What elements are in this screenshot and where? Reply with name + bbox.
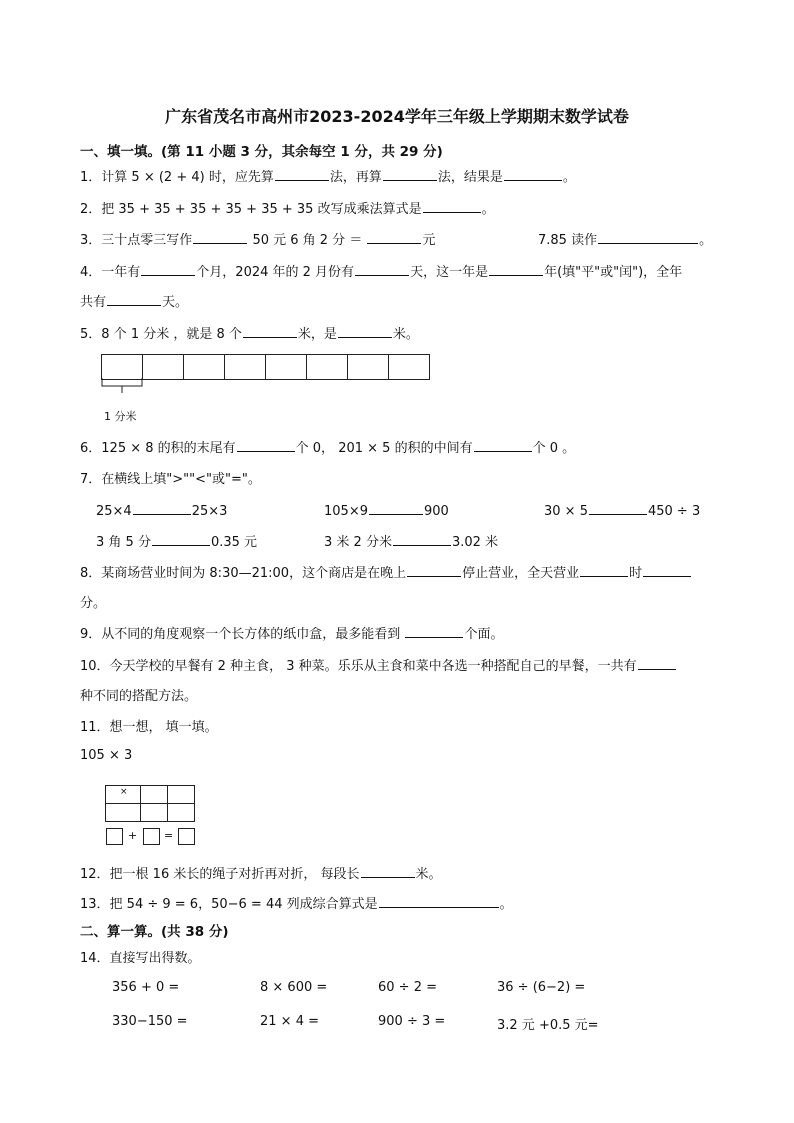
question-text: 共有 [80, 295, 107, 310]
answer-blank[interactable] [474, 437, 532, 452]
answer-blank[interactable] [361, 863, 415, 878]
question-text: 在横线上填">""<"或"="。 [101, 472, 261, 487]
answer-blank[interactable] [141, 261, 195, 276]
question-text: 。 [481, 202, 495, 217]
question-text: 个月，2024 年的 2 月份有 [196, 265, 355, 280]
grid-cell[interactable] [140, 785, 168, 804]
question-9 [80, 623, 503, 642]
answer-blank[interactable] [338, 323, 392, 338]
calc-item: 330−150 = [112, 1014, 188, 1029]
question-text: 直接写出得数。 [109, 951, 201, 966]
question-number: 7． [80, 472, 102, 487]
ruler-segment [306, 354, 348, 380]
question-text: 把 54 ÷ 9 = 6，50−6 = 44 列成综合算式是 [109, 897, 378, 912]
ruler-segment [142, 354, 184, 380]
ruler-segment [388, 354, 430, 380]
question-number: 6． [80, 441, 102, 456]
section-1-heading: 一、填一填。(第 11 小题 3 分，其余每空 1 分，共 29 分) [80, 144, 443, 160]
answer-blank[interactable] [367, 229, 421, 244]
q11-expression: 105 × 3 [80, 748, 133, 763]
question-8-line-2: 分。 [80, 596, 107, 611]
answer-blank[interactable] [237, 437, 295, 452]
answer-blank[interactable] [598, 229, 698, 244]
compare-item [96, 531, 257, 550]
question-12 [80, 863, 442, 882]
ruler-label: 1 分米 [104, 410, 137, 423]
question-4 [80, 261, 682, 280]
question-3-part-2 [538, 229, 712, 248]
ruler-segment [265, 354, 307, 380]
question-14 [80, 947, 201, 966]
answer-blank[interactable] [243, 323, 297, 338]
question-text: 8 个 1 分米 ，就是 8 个 [101, 327, 242, 342]
grid-cell[interactable] [167, 785, 195, 804]
compare-left: 3 米 2 分米 [324, 535, 392, 550]
question-text: 125 × 8 的积的末尾有 [101, 441, 236, 456]
question-text: 元 [422, 233, 436, 248]
ruler-segment [101, 354, 143, 380]
ruler-bracket [100, 378, 144, 394]
section-2-heading: 二、算一算。(共 38 分) [80, 924, 229, 940]
question-text: 米，是 [297, 327, 337, 342]
question-10-line-2: 种不同的搭配方法。 [80, 689, 198, 704]
answer-blank[interactable] [407, 562, 461, 577]
compare-right: 3.02 米 [451, 535, 499, 550]
answer-box[interactable] [178, 828, 195, 845]
answer-blank[interactable] [589, 500, 647, 515]
question-text: 法，再算 [329, 170, 382, 185]
answer-blank[interactable] [152, 531, 210, 546]
question-number: 8． [80, 566, 102, 581]
question-number: 11． [80, 720, 110, 735]
question-13 [80, 893, 513, 912]
answer-blank[interactable] [133, 500, 191, 515]
ruler-segment [224, 354, 266, 380]
answer-blank[interactable] [383, 166, 437, 181]
question-text: 。 [699, 233, 713, 248]
answer-blank[interactable] [393, 531, 451, 546]
answer-blank[interactable] [638, 655, 676, 670]
answer-blank[interactable] [355, 261, 409, 276]
compare-right: 25×3 [191, 504, 228, 519]
compare-item [324, 500, 449, 519]
question-11 [80, 716, 218, 735]
question-text: 从不同的角度观察一个长方体的纸巾盒，最多能看到 [101, 627, 401, 642]
answer-box[interactable] [106, 828, 123, 845]
calc-item: 8 × 600 = [260, 980, 328, 995]
question-3 [80, 229, 435, 248]
question-text: 想一想， 填一填。 [109, 720, 218, 735]
compare-item [324, 531, 498, 550]
calc-item: 356 + 0 = [112, 980, 180, 995]
question-text: 。 [562, 170, 576, 185]
question-text: 停止营业，全天营业 [462, 566, 580, 581]
compare-right: 0.35 元 [210, 535, 258, 550]
question-8 [80, 562, 692, 581]
compare-left: 30 × 5 [544, 504, 588, 519]
question-10 [80, 655, 677, 674]
question-text: 时 [629, 566, 643, 581]
question-number: 10． [80, 659, 110, 674]
question-text: 把一根 16 米长的绳子对折再对折， 每段长 [109, 867, 360, 882]
answer-blank[interactable] [275, 166, 329, 181]
question-5 [80, 323, 419, 342]
calc-item: 21 × 4 = [260, 1014, 319, 1029]
question-number: 1． [80, 170, 102, 185]
compare-right: 900 [423, 504, 449, 519]
answer-blank[interactable] [643, 562, 691, 577]
question-text: 天。 [162, 295, 189, 310]
question-text: 天，这一年是 [410, 265, 489, 280]
calc-item: 36 ÷ (6−2) = [497, 980, 586, 995]
calc-item: 900 ÷ 3 = [378, 1014, 446, 1029]
grid-cell[interactable] [105, 803, 141, 822]
compare-left: 105×9 [324, 504, 368, 519]
answer-blank[interactable] [504, 166, 562, 181]
question-text: 某商场营业时间为 8:30—21:00，这个商店是在晚上 [101, 566, 407, 581]
question-text: 把 35 + 35 + 35 + 35 + 35 + 35 改写成乘法算式是 [101, 202, 422, 217]
question-text: 个 0 。 [532, 441, 576, 456]
compare-item [544, 500, 700, 519]
answer-blank[interactable] [193, 229, 247, 244]
calc-item: 60 ÷ 2 = [378, 980, 437, 995]
ruler-segment [347, 354, 389, 380]
question-text: 年(填"平"或"闰")，全年 [544, 265, 683, 280]
compare-right: 450 ÷ 3 [647, 504, 701, 519]
question-number: 2． [80, 202, 102, 217]
question-text: 米。 [415, 867, 442, 882]
question-2 [80, 198, 495, 217]
question-text: 法，结果是 [437, 170, 503, 185]
compare-left: 3 角 5 分 [96, 535, 151, 550]
grid-cell[interactable] [167, 803, 195, 822]
answer-blank[interactable] [379, 893, 499, 908]
question-text: 个面。 [464, 627, 504, 642]
grid-cell[interactable] [140, 803, 168, 822]
answer-box[interactable] [143, 828, 160, 845]
question-number: 3． [80, 233, 102, 248]
question-text: 50 元 6 角 2 分 ＝ [252, 233, 363, 248]
question-7 [80, 468, 261, 487]
answer-blank[interactable] [580, 562, 628, 577]
answer-blank[interactable] [369, 500, 423, 515]
question-number: 5． [80, 327, 102, 342]
calc-item: 3.2 元 +0.5 元= [497, 1018, 599, 1033]
question-text: 7.85 读作 [538, 233, 598, 248]
question-text: 。 [499, 897, 513, 912]
answer-blank[interactable] [107, 291, 161, 306]
question-number: 13． [80, 897, 110, 912]
question-number: 9． [80, 627, 102, 642]
answer-blank[interactable] [405, 623, 463, 638]
question-text: 今天学校的早餐有 2 种主食， 3 种菜。乐乐从主食和菜中各选一种搭配自己的早餐，一共有 [109, 659, 637, 674]
question-4-line-2 [80, 291, 188, 310]
question-1 [80, 166, 576, 185]
question-text: 米。 [392, 327, 419, 342]
question-text: 三十点零三写作 [101, 233, 193, 248]
question-number: 12． [80, 867, 110, 882]
equals-sign: = [164, 829, 174, 842]
compare-item [96, 500, 227, 519]
question-6 [80, 437, 575, 456]
answer-blank[interactable] [423, 198, 481, 213]
question-number: 14． [80, 951, 110, 966]
question-number: 4． [80, 265, 102, 280]
plus-sign: + [128, 829, 138, 842]
answer-blank[interactable] [489, 261, 543, 276]
question-text: 个 0， 201 × 5 的积的中间有 [295, 441, 473, 456]
page-title: 广东省茂名市高州市2023-2024学年三年级上学期期末数学试卷 [165, 107, 629, 126]
question-text: 一年有 [101, 265, 141, 280]
question-text: 计算 5 × (2 + 4) 时，应先算 [101, 170, 274, 185]
ruler-segment [183, 354, 225, 380]
times-sign: × [120, 787, 128, 797]
compare-left: 25×4 [96, 504, 132, 519]
